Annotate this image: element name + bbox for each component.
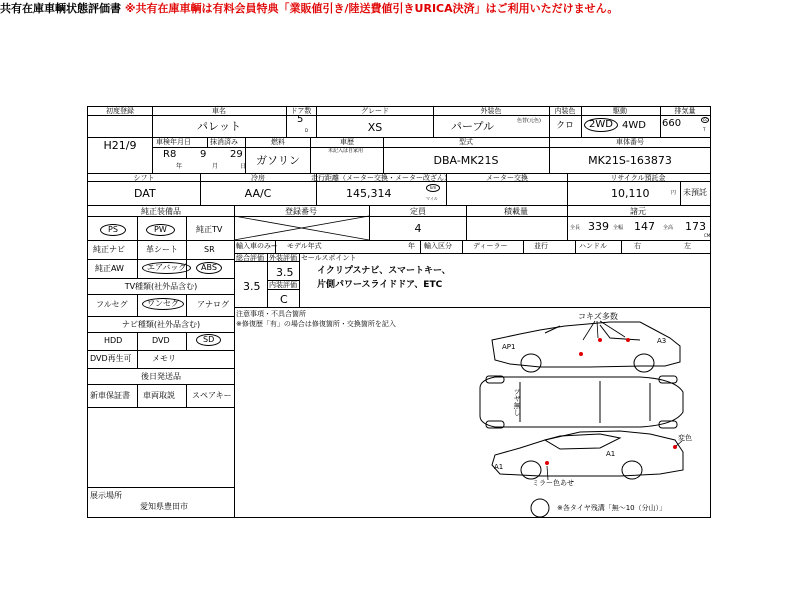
- navi-hdd: HDD: [104, 336, 123, 345]
- first-registration: H21/9: [103, 139, 137, 152]
- label-drive: 駆動: [613, 107, 627, 115]
- note-a3: A3: [657, 337, 667, 345]
- label-mileage: 走行距離（メーター交換・メーター改ざん）: [311, 174, 451, 182]
- cc-mark: cc: [703, 117, 708, 122]
- interior-score: C: [280, 293, 288, 306]
- label-air-conditioning: 冷房: [251, 174, 265, 182]
- mileage: 145,314: [346, 187, 392, 200]
- left-hand-label: 左: [684, 242, 691, 250]
- sales-point-line2: 片側パワースライドドア、ETC: [317, 280, 443, 290]
- label-height: 全高: [663, 225, 674, 231]
- equip-factory-tv: 純正TV: [196, 225, 223, 234]
- note-scratches: コキズ多数: [578, 312, 618, 321]
- label-car-name: 車名: [212, 107, 226, 115]
- equip-factory-aw: 純正AW: [95, 264, 124, 273]
- equipment-header: 純正装備品: [141, 207, 181, 216]
- tv-analog: アナログ: [197, 300, 229, 309]
- spare-key: スペアキー: [192, 391, 232, 400]
- label-inspection-date: 車検年月日: [156, 138, 191, 146]
- title-main: 共有在庫車輌状態評価書: [0, 2, 121, 15]
- label-dimensions: 諸元: [630, 207, 646, 216]
- unit-day: 日: [240, 163, 247, 170]
- label-exterior-score: 外装評価: [269, 254, 297, 262]
- label-displacement: 排気量: [674, 107, 696, 115]
- import-only-label: 輸入車のみ→: [236, 242, 277, 250]
- drive-4wd: 4WD: [622, 120, 646, 131]
- tv-type-header: TV種類(社外品含む): [124, 282, 198, 291]
- shift-type: DAT: [134, 187, 156, 200]
- label-display-location: 展示場所: [90, 491, 122, 500]
- total-score: 3.5: [243, 280, 261, 293]
- label-capacity: 定員: [410, 207, 426, 216]
- turbo-mark: T: [703, 127, 706, 132]
- aftermarket-header: 後日発送品: [141, 372, 181, 381]
- dealer-label: ディーラー: [473, 242, 508, 250]
- unpaid-deposit: 未預託: [683, 188, 707, 197]
- equip-airbag: エアバッグ: [142, 262, 191, 274]
- equip-factory-navi: 純正ナビ: [93, 245, 125, 254]
- inspection-era-year: R8: [163, 149, 177, 160]
- tv-fullseg: フルセグ: [96, 300, 128, 309]
- interior-color: クロ: [555, 121, 575, 131]
- fuel-type: ガソリン: [256, 154, 300, 167]
- height: 173: [685, 220, 706, 233]
- navi-dvd: DVD: [152, 336, 170, 345]
- equip-ps: PS: [100, 224, 126, 236]
- car-name: パレット: [197, 120, 241, 133]
- capacity: 4: [414, 222, 422, 235]
- note-discoloration: 変色: [678, 434, 692, 442]
- equip-leather-seat: 革シート: [146, 245, 178, 254]
- inspection-month: 9: [200, 149, 207, 160]
- title-notice: ※共有在庫車輌は有料会員特典「業販値引き/陸送費値引きURICA決済」はご利用いただけません。: [124, 2, 619, 15]
- label-history: 車歴: [340, 138, 354, 146]
- label-meter-exchange: メーター交換: [486, 174, 528, 182]
- label-payload: 積載量: [504, 207, 528, 216]
- year-label: 年: [408, 242, 415, 250]
- steering-label: ハンドル: [579, 242, 607, 250]
- drive-2wd: 2WD: [584, 118, 618, 132]
- mile-unit: マイル: [426, 196, 438, 201]
- inspection-day: 29: [230, 149, 243, 160]
- note-ap1: AP1: [502, 343, 516, 351]
- tv-oneseg: ワンセグ: [142, 298, 184, 310]
- note-no-gloss: ツヤ無し: [513, 388, 521, 416]
- note-mirror-fade: ミラー色あせ: [532, 479, 574, 487]
- vehicle-manual: 車両取説: [143, 391, 175, 400]
- label-recycle-deposit: リサイクル預託金: [610, 174, 666, 182]
- label-total-score: 総合評価: [236, 254, 264, 262]
- label-doors: ドア数: [290, 107, 312, 115]
- exterior-color: パープル: [451, 120, 495, 133]
- navi-memory: メモリ: [152, 354, 176, 363]
- label-cancelled: 抹消済み: [210, 138, 238, 146]
- door-count: 5: [297, 114, 304, 125]
- label-shift: シフト: [133, 174, 155, 182]
- label-model-code: 型式: [459, 138, 473, 146]
- tire-depth-note: ※各タイヤ残溝「無～10（分山）」: [557, 504, 667, 512]
- equip-pw: PW: [146, 224, 175, 236]
- label-registration-no: 登録番号: [285, 207, 317, 216]
- label-interior-color: 内装色: [554, 107, 576, 115]
- equip-abs: ABS: [196, 262, 222, 274]
- label-length: 全長: [570, 225, 581, 231]
- parallel-label: 並行: [534, 242, 548, 250]
- display-location: 愛知県豊田市: [140, 502, 188, 511]
- label-grade: グレード: [361, 107, 389, 115]
- label-exterior-color: 外装色: [480, 107, 502, 115]
- cm-unit: CM: [704, 233, 711, 238]
- chassis-number: MK21S-163873: [588, 154, 672, 167]
- displacement: 660: [662, 118, 682, 129]
- air-conditioning: AA/C: [244, 187, 272, 200]
- length: 339: [588, 220, 609, 233]
- new-car-warranty: 新車保証書: [90, 391, 130, 400]
- note-a1-rear: A1: [494, 463, 504, 471]
- unit-year: 年: [176, 163, 183, 170]
- label-chassis-number: 車体番号: [616, 138, 644, 146]
- navi-sd: SD: [196, 334, 221, 346]
- car-damage-diagram: [480, 322, 683, 517]
- door-unit: D: [305, 128, 309, 133]
- label-fuel: 燃料: [271, 138, 285, 146]
- equip-sunroof: SR: [204, 245, 215, 254]
- grade: XS: [367, 121, 383, 134]
- width: 147: [634, 220, 655, 233]
- label-width: 全幅: [613, 225, 624, 231]
- model-year-label: モデル年式: [287, 242, 322, 250]
- yen-unit: 円: [671, 190, 677, 196]
- right-hand-label: 右: [634, 242, 641, 250]
- km-unit: km: [426, 184, 440, 192]
- color-change-note: 色替(元色): [517, 118, 541, 124]
- import-type-label: 輸入区分: [424, 242, 452, 250]
- label-first-registration: 初度登録: [106, 107, 134, 115]
- unit-month: 月: [212, 163, 219, 170]
- navi-dvd-playable: DVD再生可: [90, 354, 132, 363]
- recycle-deposit: 10,110: [611, 187, 650, 200]
- exterior-score: 3.5: [276, 266, 294, 279]
- note-a1-front: A1: [606, 450, 616, 458]
- notes-repair-label: ※修復歴「有」の場合は修復箇所・交換箇所を記入: [236, 320, 396, 328]
- history-note: 未記入は自家用: [328, 148, 364, 154]
- navi-type-header: ナビ種類(社外品含む): [121, 320, 201, 329]
- notes-label: 注意事項・不具合箇所: [236, 310, 306, 318]
- model-code: DBA-MK21S: [433, 154, 499, 167]
- label-interior-score: 内装評価: [269, 281, 297, 289]
- sales-point-line1: イクリプスナビ、スマートキー、: [317, 266, 451, 276]
- label-sales-point: セールスポイント: [301, 254, 357, 262]
